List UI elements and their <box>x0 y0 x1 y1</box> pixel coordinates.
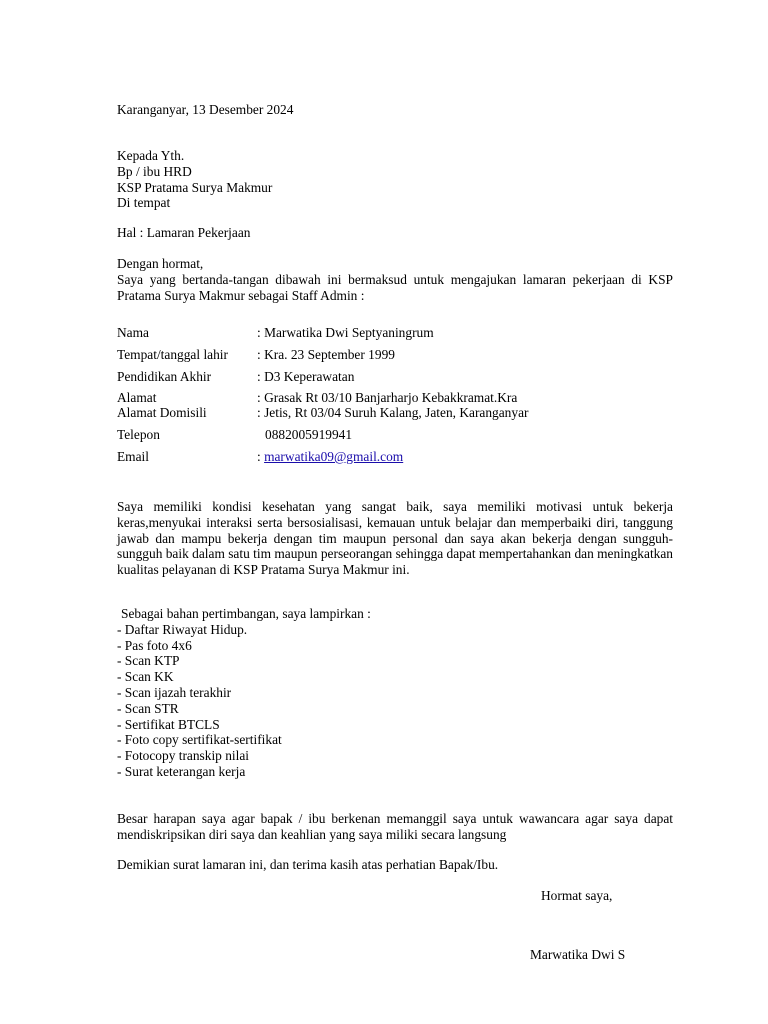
recipient-line: Kepada Yth. <box>117 148 185 163</box>
attachments-intro: Sebagai bahan pertimbangan, saya lampirkan : <box>121 606 371 621</box>
email-prefix: : <box>257 449 265 464</box>
attachment-item: - Foto copy sertifikat-sertifikat <box>117 732 282 748</box>
field-label: Nama <box>117 325 149 340</box>
sign-off: Hormat saya, <box>541 888 613 903</box>
intro-paragraph: Saya yang bertanda-tangan dibawah ini bermaksud untuk mengajukan lamaran pekerjaan di KSP Pratama Surya Makmur sebagai Staff Admin : <box>117 272 673 303</box>
field-label: Alamat <box>117 390 157 405</box>
attachment-item: - Scan KTP <box>117 653 180 669</box>
field-label: Tempat/tanggal lahir <box>117 347 228 362</box>
field-label: Alamat Domisili <box>117 405 207 420</box>
recipient-line: Bp / ibu HRD <box>117 163 192 179</box>
attachment-item: - Scan STR <box>117 700 179 716</box>
recipient-line: KSP Pratama Surya Makmur <box>117 179 273 195</box>
field-label: Pendidikan Akhir <box>117 369 212 384</box>
field-label: Telepon <box>117 427 160 442</box>
body-paragraph: Saya memiliki kondisi kesehatan yang sangat baik, saya memiliki motivasi untuk bekerja keras,menyukai interaksi serta bersosialisasi, kemauan untuk belajar dan memperbaiki diri, tanggung jawab dan mampu bekerja dengan tim maupun personal dan saya akan bekerja dengan sungguh-sungguh baik dalam satu tim maupun perseorangan sehingga dapat mempertahankan dan meningkatkan kualitas pelayanan di KSP Pratama Surya Makmur ini. <box>117 499 673 578</box>
attachment-item: - Scan ijazah terakhir <box>117 684 232 700</box>
attachment-item: - Fotocopy transkip nilai <box>117 748 250 764</box>
signature-name: Marwatika Dwi S <box>530 947 626 962</box>
place-date: Karanganyar, 13 Desember 2024 <box>117 102 294 117</box>
field-value: : Marwatika Dwi Septyaningrum <box>257 325 434 340</box>
recipient-line: Di tempat <box>117 195 171 211</box>
recipient-block <box>117 148 673 211</box>
field-value <box>257 449 403 465</box>
email-link[interactable]: marwatika09@gmail.com <box>264 449 404 464</box>
field-value: : Grasak Rt 03/10 Banjarharjo Kebakkramat.Kra <box>257 390 518 405</box>
attachment-item: - Pas foto 4x6 <box>117 637 192 653</box>
attachment-item: - Surat keterangan kerja <box>117 763 246 779</box>
field-value: : Kra. 23 September 1999 <box>257 347 395 362</box>
field-value: 0882005919941 <box>265 427 353 442</box>
field-value: : D3 Keperawatan <box>257 369 355 384</box>
closing-sentence: Demikian surat lamaran ini, dan terima kasih atas perhatian Bapak/Ibu. <box>117 857 499 872</box>
greeting: Dengan hormat, <box>117 256 204 271</box>
attachment-item: - Sertifikat BTCLS <box>117 716 220 732</box>
subject-line: Hal : Lamaran Pekerjaan <box>117 225 251 240</box>
attachment-item: - Scan KK <box>117 669 174 685</box>
attachment-item: - Daftar Riwayat Hidup. <box>117 621 248 637</box>
hope-paragraph: Besar harapan saya agar bapak / ibu berkenan memanggil saya untuk wawancara agar saya dapat mendiskripsikan diri saya dan keahlian yang saya miliki secara langsung <box>117 811 673 842</box>
attachments-block <box>117 606 673 780</box>
field-label: Email <box>117 449 149 464</box>
field-value: : Jetis, Rt 03/04 Suruh Kalang, Jaten, Karanganyar <box>257 405 529 420</box>
